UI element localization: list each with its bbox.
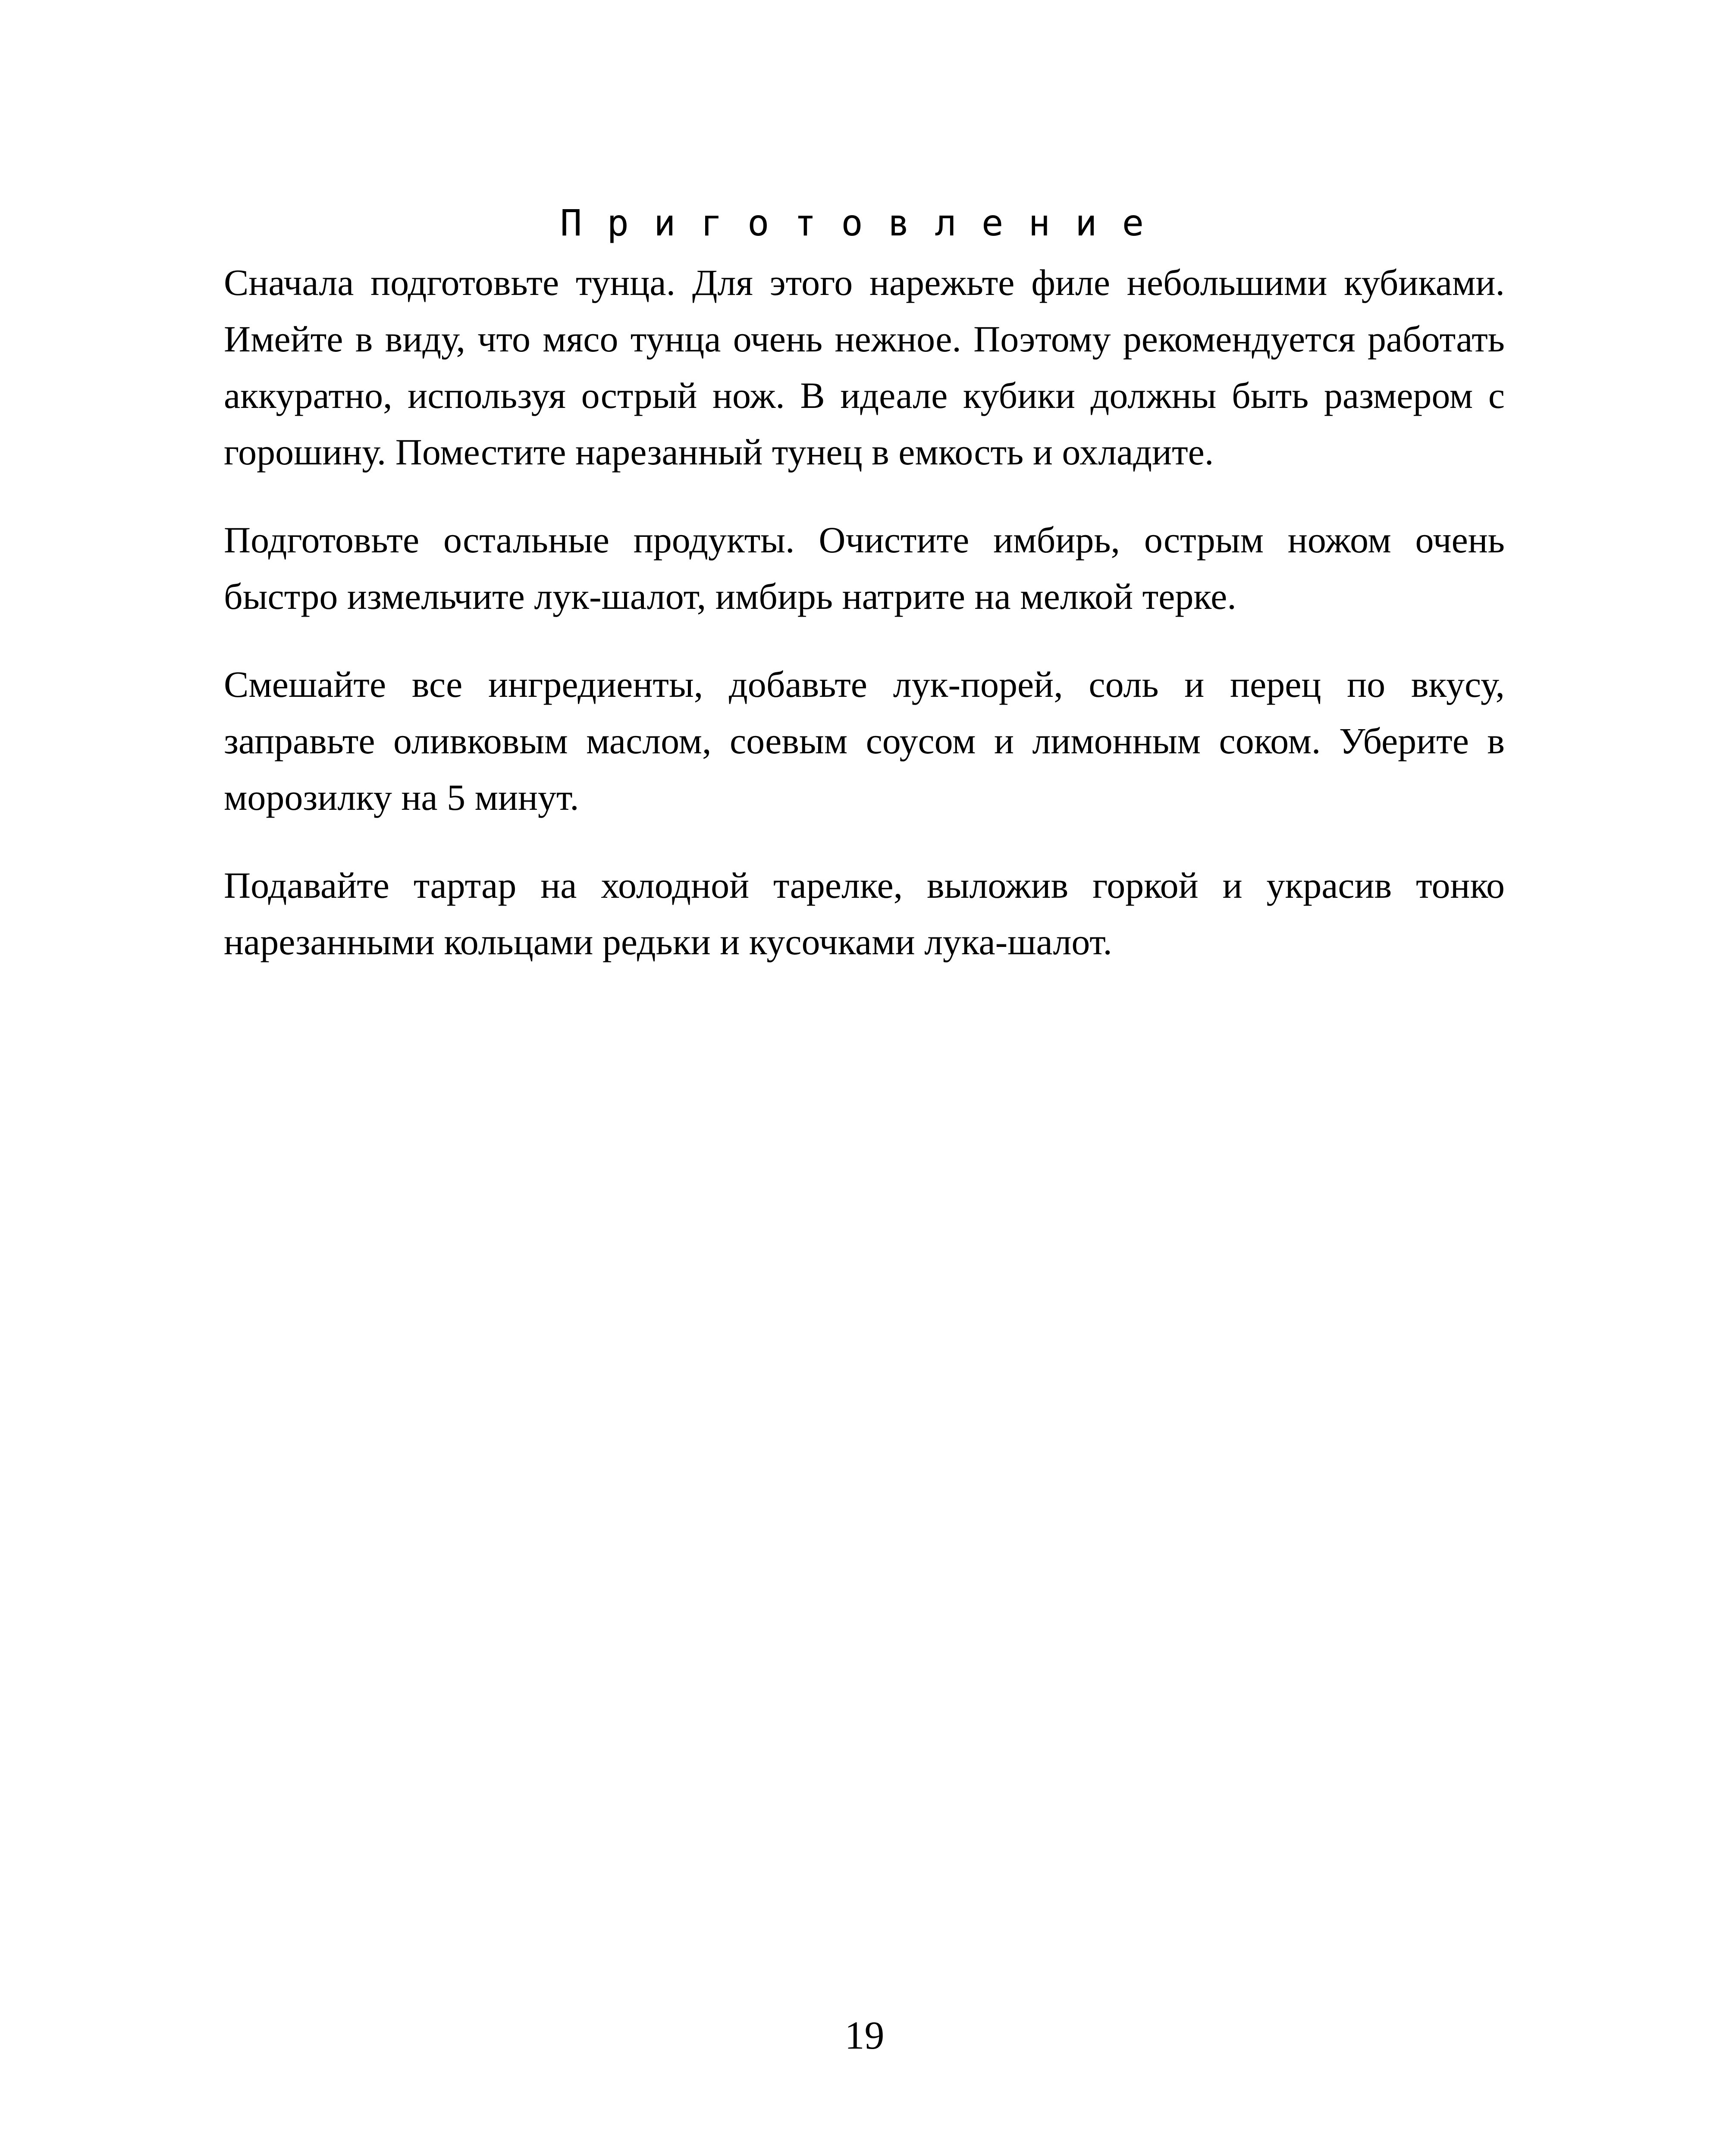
paragraph-serve: Подавайте тартар на холодной тарелке, выложив горкой и украсив тонко нарезанными кольцами редьки и кусочками лука-шалот. bbox=[224, 865, 1505, 962]
recipe-body bbox=[224, 254, 1505, 1002]
paragraph-mix-ingredients: Смешайте все ингредиенты, добавьте лук-порей, соль и перец по вкусу, заправьте оливковым маслом, соевым соусом и лимонным соком. Уберите в морозилку на 5 минут. bbox=[224, 664, 1505, 818]
section-heading: Приготовление bbox=[560, 202, 1169, 244]
paragraph-prepare-other-products: Подготовьте остальные продукты. Очистите имбирь, острым ножом очень быстро измельчите лук-шалот, имбирь натрите на мелкой терке. bbox=[224, 519, 1505, 617]
paragraph-prepare-tuna: Сначала подготовьте тунца. Для этого нарежьте филе небольшими кубиками. Имейте в виду, что мясо тунца очень нежное. Поэтому рекомендуется работать аккуратно, используя острый нож. В идеале кубики должны быть размером с горошину. Поместите нарезанный тунец в емкость и охладите. bbox=[224, 262, 1505, 473]
page-number: 19 bbox=[844, 2013, 885, 2057]
